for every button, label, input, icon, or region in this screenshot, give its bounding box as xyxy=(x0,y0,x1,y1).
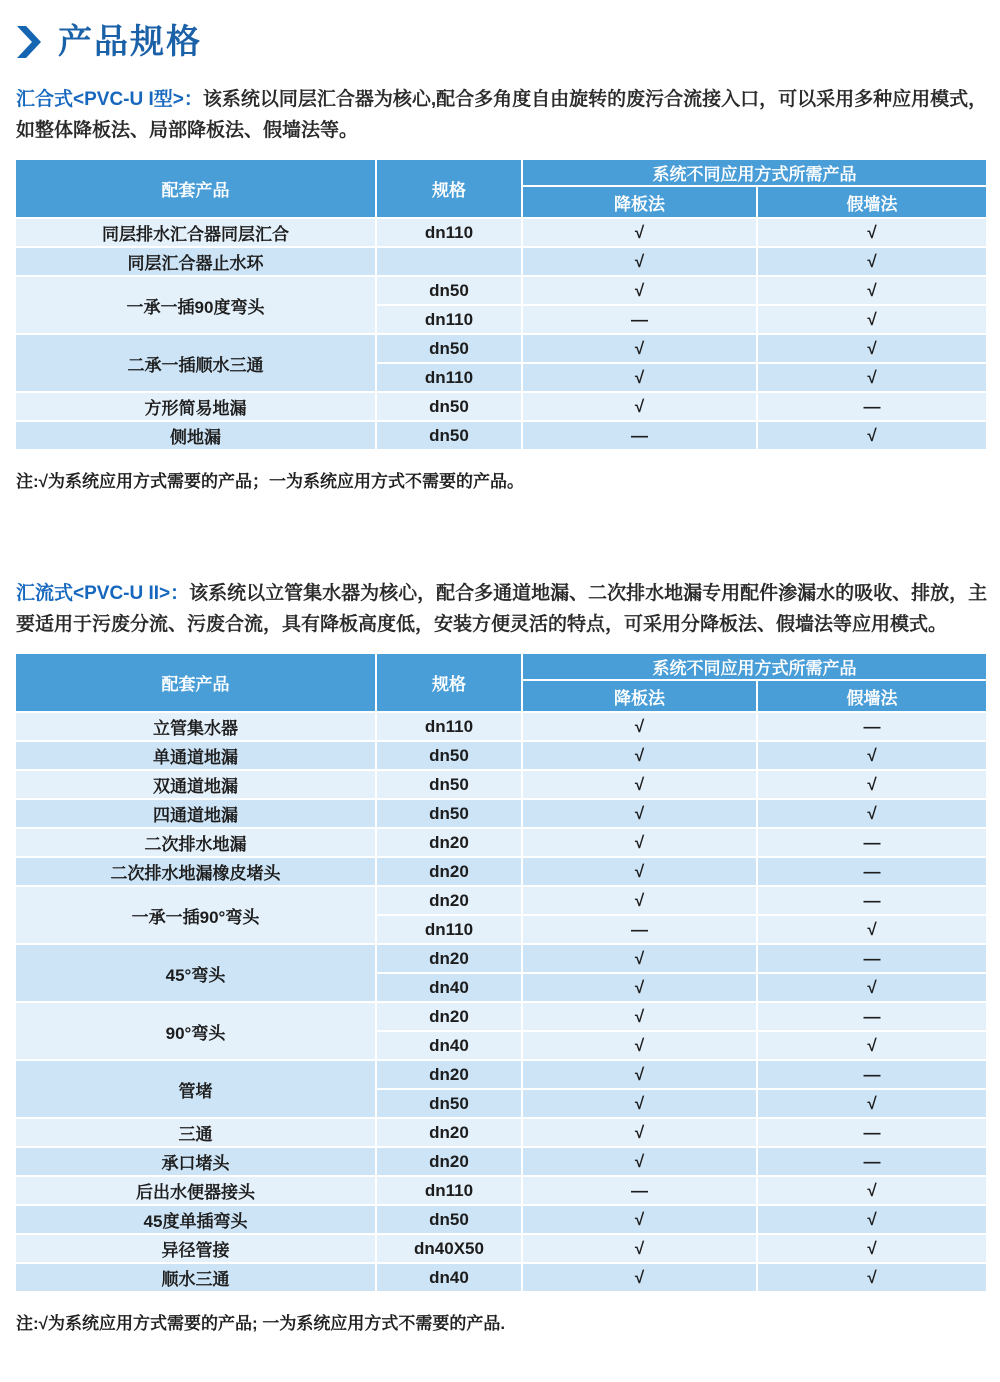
table-row xyxy=(15,1002,987,1031)
cell-method-wall: — xyxy=(757,392,987,421)
cell-method-drop: √ xyxy=(522,1263,757,1292)
cell-method-wall: √ xyxy=(757,247,987,276)
cell-method-drop: √ xyxy=(522,799,757,828)
cell-method-drop: √ xyxy=(522,886,757,915)
cell-method-drop: √ xyxy=(522,770,757,799)
table-row xyxy=(15,392,987,421)
cell-product: 一承一插90度弯头 xyxy=(15,276,376,334)
cell-method-drop: — xyxy=(522,421,757,450)
cell-method-wall: √ xyxy=(757,799,987,828)
table-pvc-u-type1 xyxy=(14,158,988,451)
cell-method-drop: √ xyxy=(522,276,757,305)
cell-method-wall: — xyxy=(757,1118,987,1147)
table-pvc-u-type2 xyxy=(14,652,988,1293)
cell-method-wall: √ xyxy=(757,276,987,305)
cell-method-drop: √ xyxy=(522,1147,757,1176)
cell-spec: dn20 xyxy=(376,1060,522,1089)
table-row xyxy=(15,944,987,973)
cell-method-drop: √ xyxy=(522,944,757,973)
cell-spec: dn40X50 xyxy=(376,1234,522,1263)
table-row xyxy=(15,741,987,770)
cell-method-drop: √ xyxy=(522,1118,757,1147)
cell-product: 四通道地漏 xyxy=(15,799,376,828)
cell-method-wall: — xyxy=(757,1060,987,1089)
cell-method-drop: √ xyxy=(522,973,757,1002)
cell-method-wall: — xyxy=(757,712,987,741)
cell-spec: dn50 xyxy=(376,1205,522,1234)
cell-spec: dn50 xyxy=(376,421,522,450)
cell-method-wall: √ xyxy=(757,1089,987,1118)
cell-method-wall: √ xyxy=(757,1205,987,1234)
header-method-drop: 降板法 xyxy=(522,186,757,218)
cell-product: 顺水三通 xyxy=(15,1263,376,1292)
header-spec: 规格 xyxy=(376,159,522,218)
cell-spec: dn20 xyxy=(376,1118,522,1147)
cell-method-wall: √ xyxy=(757,305,987,334)
cell-product: 同层汇合器止水环 xyxy=(15,247,376,276)
cell-method-drop: √ xyxy=(522,712,757,741)
cell-product: 45度单插弯头 xyxy=(15,1205,376,1234)
cell-method-drop: √ xyxy=(522,828,757,857)
table-row xyxy=(15,1118,987,1147)
cell-method-wall: √ xyxy=(757,334,987,363)
table-row xyxy=(15,1147,987,1176)
cell-spec: dn50 xyxy=(376,741,522,770)
cell-spec: dn40 xyxy=(376,1031,522,1060)
cell-product: 异径管接 xyxy=(15,1234,376,1263)
section1-lead: 汇合式<PVC-U I型>： xyxy=(16,89,203,110)
cell-method-wall: — xyxy=(757,1147,987,1176)
section1-note: 注:√为系统应用方式需要的产品；一为系统应用方式不需要的产品。 xyxy=(16,472,524,491)
cell-method-wall: √ xyxy=(757,770,987,799)
table1-body xyxy=(15,218,987,450)
cell-spec: dn20 xyxy=(376,828,522,857)
cell-spec: dn50 xyxy=(376,1089,522,1118)
cell-product: 立管集水器 xyxy=(15,712,376,741)
cell-spec: dn110 xyxy=(376,915,522,944)
cell-spec: dn20 xyxy=(376,886,522,915)
table-row xyxy=(15,1234,987,1263)
table2-header xyxy=(15,653,987,712)
table-row xyxy=(15,799,987,828)
header-methods-group: 系统不同应用方式所需产品 xyxy=(522,159,987,186)
cell-method-wall: √ xyxy=(757,421,987,450)
cell-method-wall: √ xyxy=(757,1176,987,1205)
cell-spec: dn20 xyxy=(376,1147,522,1176)
cell-method-wall: √ xyxy=(757,1263,987,1292)
cell-method-drop: √ xyxy=(522,247,757,276)
page-title: 产品规格 xyxy=(58,23,202,61)
cell-spec: dn50 xyxy=(376,770,522,799)
cell-method-drop: — xyxy=(522,305,757,334)
cell-method-drop: √ xyxy=(522,1031,757,1060)
chevron-right-icon xyxy=(16,25,42,59)
table-row xyxy=(15,421,987,450)
cell-spec: dn50 xyxy=(376,392,522,421)
cell-method-drop: √ xyxy=(522,741,757,770)
cell-method-drop: √ xyxy=(522,1002,757,1031)
cell-product: 承口堵头 xyxy=(15,1147,376,1176)
cell-method-drop: — xyxy=(522,915,757,944)
cell-method-wall: √ xyxy=(757,915,987,944)
cell-method-drop: √ xyxy=(522,392,757,421)
section1-intro xyxy=(16,84,988,146)
table-row xyxy=(15,247,987,276)
section2-lead: 汇流式<PVC-U II>： xyxy=(16,583,190,604)
header-product: 配套产品 xyxy=(15,653,376,712)
cell-method-wall: — xyxy=(757,828,987,857)
cell-spec: dn20 xyxy=(376,857,522,886)
cell-spec: dn110 xyxy=(376,218,522,247)
table-row xyxy=(15,857,987,886)
cell-product: 同层排水汇合器同层汇合 xyxy=(15,218,376,247)
table-row xyxy=(15,276,987,305)
cell-spec: dn110 xyxy=(376,363,522,392)
cell-product: 管堵 xyxy=(15,1060,376,1118)
cell-method-drop: √ xyxy=(522,857,757,886)
cell-method-drop: √ xyxy=(522,363,757,392)
table2-body xyxy=(15,712,987,1292)
cell-method-wall: √ xyxy=(757,363,987,392)
cell-method-wall: √ xyxy=(757,741,987,770)
cell-product: 45°弯头 xyxy=(15,944,376,1002)
header-method-wall: 假墙法 xyxy=(757,186,987,218)
header-spec: 规格 xyxy=(376,653,522,712)
cell-method-drop: √ xyxy=(522,1060,757,1089)
cell-product: 二次排水地漏橡皮堵头 xyxy=(15,857,376,886)
page-header xyxy=(16,18,984,66)
cell-spec: dn110 xyxy=(376,1176,522,1205)
cell-method-wall: √ xyxy=(757,1234,987,1263)
table-row xyxy=(15,770,987,799)
cell-product: 单通道地漏 xyxy=(15,741,376,770)
header-product: 配套产品 xyxy=(15,159,376,218)
cell-method-drop: √ xyxy=(522,1234,757,1263)
cell-product: 侧地漏 xyxy=(15,421,376,450)
cell-product: 二次排水地漏 xyxy=(15,828,376,857)
cell-method-wall: √ xyxy=(757,1031,987,1060)
table-row xyxy=(15,828,987,857)
cell-spec: dn50 xyxy=(376,276,522,305)
cell-product: 二承一插顺水三通 xyxy=(15,334,376,392)
section1-body: 该系统以同层汇合器为核心,配合多角度自由旋转的废污合流接入口，可以采用多种应用模式，如整体降板法、局部降板法、假墙法等。 xyxy=(16,89,988,141)
table-row xyxy=(15,218,987,247)
cell-spec: dn110 xyxy=(376,305,522,334)
cell-spec: dn50 xyxy=(376,334,522,363)
cell-method-drop: √ xyxy=(522,1205,757,1234)
table-row xyxy=(15,1263,987,1292)
cell-method-drop: √ xyxy=(522,1089,757,1118)
table-row xyxy=(15,1176,987,1205)
section2-intro xyxy=(16,578,988,640)
cell-spec: dn50 xyxy=(376,799,522,828)
cell-method-drop: √ xyxy=(522,334,757,363)
table1-header xyxy=(15,159,987,218)
cell-method-drop: √ xyxy=(522,218,757,247)
cell-spec: dn40 xyxy=(376,973,522,1002)
cell-product: 后出水便器接头 xyxy=(15,1176,376,1205)
cell-spec: dn20 xyxy=(376,944,522,973)
table-row xyxy=(15,712,987,741)
cell-method-wall: √ xyxy=(757,218,987,247)
cell-product: 90°弯头 xyxy=(15,1002,376,1060)
cell-spec: dn20 xyxy=(376,1002,522,1031)
section2-note: 注:√为系统应用方式需要的产品; 一为系统应用方式不需要的产品. xyxy=(16,1314,506,1333)
cell-method-wall: — xyxy=(757,944,987,973)
section2-body: 该系统以立管集水器为核心，配合多通道地漏、二次排水地漏专用配件渗漏水的吸收、排放，主要适用于污废分流、污废合流，具有降板高度低，安装方便灵活的特点，可采用分降板法、假墙法等应用模式。 xyxy=(16,583,988,635)
cell-product: 一承一插90°弯头 xyxy=(15,886,376,944)
cell-method-wall: √ xyxy=(757,973,987,1002)
cell-method-wall: — xyxy=(757,886,987,915)
cell-spec xyxy=(376,247,522,276)
table-row xyxy=(15,886,987,915)
cell-spec: dn40 xyxy=(376,1263,522,1292)
cell-spec: dn110 xyxy=(376,712,522,741)
cell-product: 三通 xyxy=(15,1118,376,1147)
table-row xyxy=(15,334,987,363)
table-row xyxy=(15,1060,987,1089)
cell-method-wall: — xyxy=(757,857,987,886)
table-row xyxy=(15,1205,987,1234)
cell-method-drop: — xyxy=(522,1176,757,1205)
header-methods-group: 系统不同应用方式所需产品 xyxy=(522,653,987,680)
header-method-drop: 降板法 xyxy=(522,680,757,712)
header-method-wall: 假墙法 xyxy=(757,680,987,712)
cell-method-wall: — xyxy=(757,1002,987,1031)
cell-product: 方形简易地漏 xyxy=(15,392,376,421)
cell-product: 双通道地漏 xyxy=(15,770,376,799)
